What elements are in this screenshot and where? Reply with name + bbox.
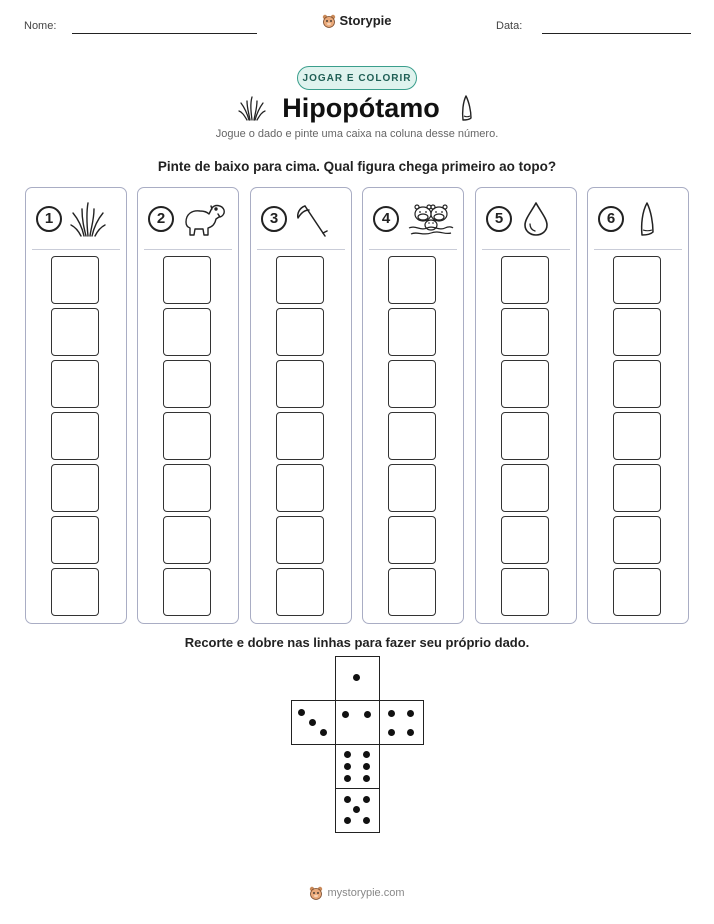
dice-pip	[344, 763, 351, 770]
color-box[interactable]	[501, 464, 549, 512]
storypie-mascot-icon	[322, 14, 336, 28]
brand-logo	[0, 13, 714, 33]
dice-instruction: Recorte e dobre nas linhas para fazer seu próprio dado.	[184, 635, 530, 650]
dice-pip	[344, 775, 351, 782]
color-box[interactable]	[388, 412, 436, 460]
color-box[interactable]	[613, 256, 661, 304]
color-box[interactable]	[276, 308, 324, 356]
column-1	[25, 187, 127, 624]
dice-pip	[298, 709, 305, 716]
dice-pip	[363, 775, 370, 782]
color-box[interactable]	[163, 412, 211, 460]
dice-pip	[407, 710, 414, 717]
column-4	[362, 187, 464, 624]
color-box[interactable]	[51, 568, 99, 616]
color-box[interactable]	[613, 516, 661, 564]
instruction: Pinte de baixo para cima. Qual figura chega primeiro ao topo?	[157, 159, 557, 174]
color-box[interactable]	[51, 516, 99, 564]
hippo-icon	[182, 200, 226, 238]
date-label: Data:	[496, 20, 523, 32]
dice-pip	[320, 729, 327, 736]
activity-badge: JOGAR E COLORIR	[297, 66, 417, 90]
color-box[interactable]	[613, 308, 661, 356]
color-box[interactable]	[276, 568, 324, 616]
dice-pip	[344, 796, 351, 803]
color-box[interactable]	[388, 568, 436, 616]
dice-pip	[363, 817, 370, 824]
color-box[interactable]	[163, 464, 211, 512]
dice-pip	[309, 719, 316, 726]
color-box[interactable]	[388, 256, 436, 304]
color-box[interactable]	[613, 464, 661, 512]
color-box[interactable]	[388, 308, 436, 356]
dice-face-3[interactable]	[291, 700, 336, 745]
name-line[interactable]	[72, 33, 257, 34]
color-box[interactable]	[163, 360, 211, 408]
color-box[interactable]	[613, 412, 661, 460]
column-number: 2	[148, 206, 174, 232]
color-box[interactable]	[501, 360, 549, 408]
column-number: 4	[373, 206, 399, 232]
dice-face-6[interactable]	[335, 744, 380, 789]
color-box[interactable]	[163, 256, 211, 304]
color-box[interactable]	[501, 308, 549, 356]
color-box[interactable]	[276, 464, 324, 512]
color-box[interactable]	[163, 516, 211, 564]
color-box[interactable]	[51, 464, 99, 512]
color-box[interactable]	[388, 464, 436, 512]
tusk-icon	[456, 94, 476, 122]
date-line[interactable]	[542, 33, 691, 34]
color-box[interactable]	[51, 412, 99, 460]
color-box[interactable]	[51, 308, 99, 356]
dice-pip	[363, 751, 370, 758]
dice-pip	[364, 711, 371, 718]
column-number: 5	[486, 206, 512, 232]
color-box[interactable]	[276, 360, 324, 408]
page-title: Hipopótamo	[282, 92, 440, 123]
color-box[interactable]	[276, 516, 324, 564]
color-box[interactable]	[388, 516, 436, 564]
dice-pip	[353, 674, 360, 681]
color-box[interactable]	[613, 568, 661, 616]
column-5	[475, 187, 577, 624]
color-box[interactable]	[501, 256, 549, 304]
color-box[interactable]	[501, 568, 549, 616]
column-3	[250, 187, 352, 624]
footer-url: mystorypie.com	[327, 887, 405, 899]
grass-icon	[238, 94, 266, 122]
color-box[interactable]	[163, 568, 211, 616]
tusk-icon	[632, 200, 662, 238]
grass-icon	[70, 200, 106, 238]
dice-pip	[363, 763, 370, 770]
dice-face-1[interactable]	[335, 656, 380, 701]
dice-pip	[344, 817, 351, 824]
color-box[interactable]	[163, 308, 211, 356]
dice-face-2[interactable]	[335, 700, 380, 745]
dice-pip	[344, 751, 351, 758]
color-box[interactable]	[613, 360, 661, 408]
subtitle: Jogue o dado e pinte uma caixa na coluna desse número.	[215, 128, 499, 140]
brand-name: Storypie	[339, 13, 392, 28]
dice-face-5[interactable]	[335, 788, 380, 833]
color-box[interactable]	[51, 360, 99, 408]
dice-face-4[interactable]	[379, 700, 424, 745]
column-2	[137, 187, 239, 624]
storypie-mascot-icon	[309, 886, 323, 900]
color-box[interactable]	[276, 256, 324, 304]
color-box[interactable]	[388, 360, 436, 408]
column-number: 3	[261, 206, 287, 232]
dice-pip	[342, 711, 349, 718]
dice-pip	[353, 806, 360, 813]
dice-pip	[388, 710, 395, 717]
dice-pip	[363, 796, 370, 803]
footer	[0, 886, 714, 905]
water-drop-icon	[520, 200, 552, 238]
column-number: 1	[36, 206, 62, 232]
column-6	[587, 187, 689, 624]
scythe-icon	[295, 200, 331, 238]
color-box[interactable]	[276, 412, 324, 460]
color-box[interactable]	[501, 412, 549, 460]
dice-pip	[388, 729, 395, 736]
color-box[interactable]	[51, 256, 99, 304]
name-label: Nome:	[24, 20, 57, 32]
hippo-family-icon	[407, 200, 455, 238]
column-number: 6	[598, 206, 624, 232]
color-box[interactable]	[501, 516, 549, 564]
dice-pip	[407, 729, 414, 736]
